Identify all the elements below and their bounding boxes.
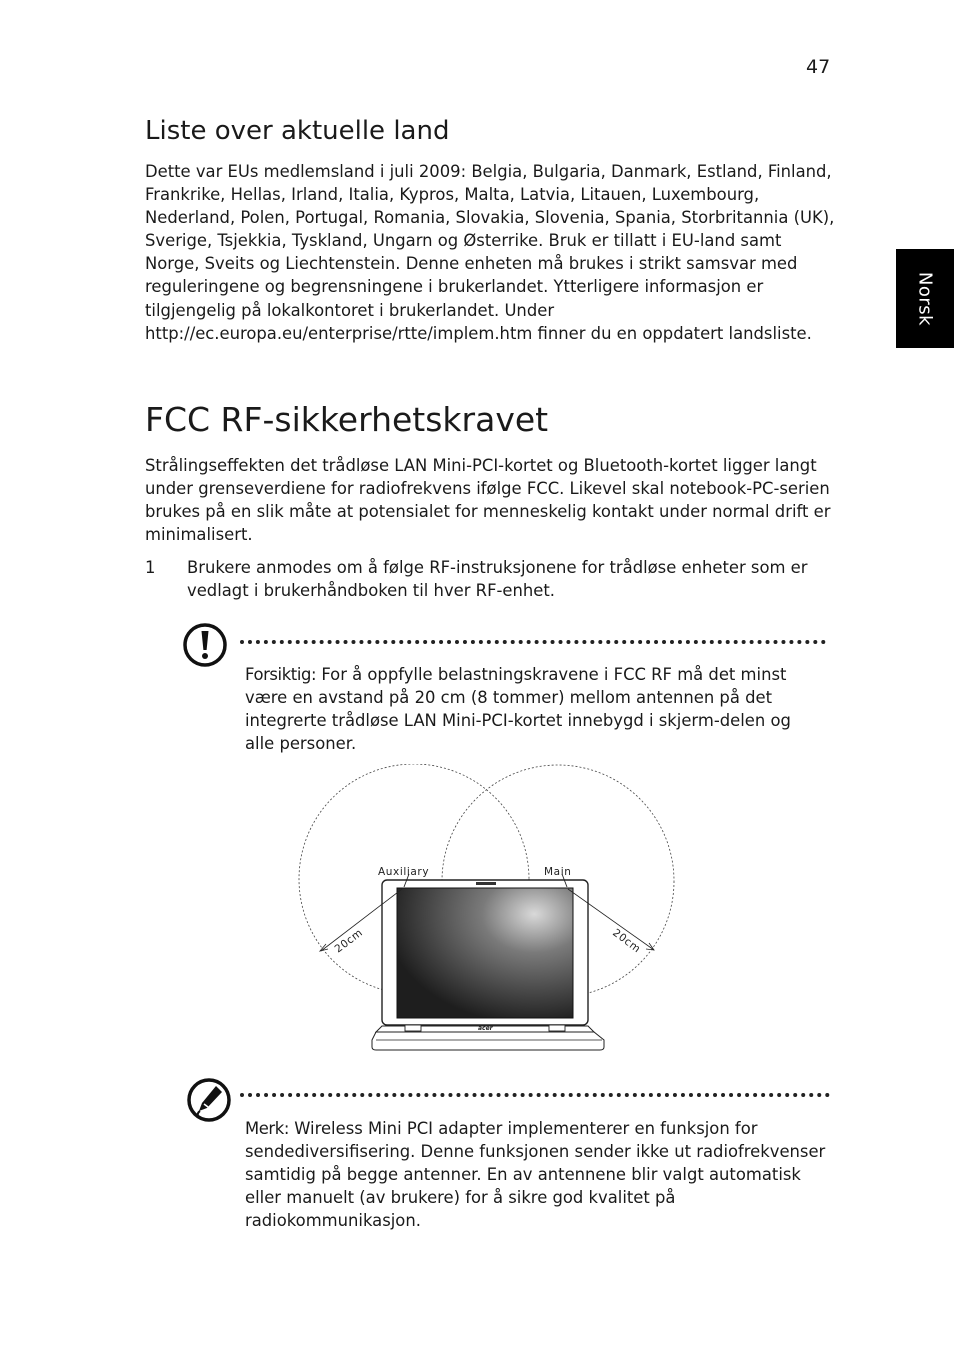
caution-text [245,663,825,755]
note-text [245,1117,835,1232]
language-tab-label: Norsk [914,271,936,326]
laptop-screen [397,888,573,1018]
language-tab [896,249,954,348]
country-list-paragraph: Dette var EUs medlemsland i juli 2009: Belgia, Bulgaria, Danmark, Estland, Finland, Frankrike, Hellas, Irland, Italia, Kypros, Malta, Latvia, Litauen, Luxembourg, Nederland, Polen, Portugal, Romania, Slovakia, Slovenia, Spania, Storbritannia (UK), Sverige, Tsjekkia, Tyskland, Ungarn og Østerrike. Bruk er tillatt i EU-land samt Norge, Sveits og Liechtenstein. Denne enheten må brukes i strikt samsvar med reguleringene og begrensningene i brukerlandet. Ytterligere informasjon er tilgjengelig på lokalkontoret i brukerlandet. Under http://ec.europa.eu/enterprise/rtte/implem.htm finner du en oppdatert landsliste. [145,162,835,343]
caution-divider [240,640,826,644]
laptop-base [372,1032,604,1050]
note-divider [240,1093,830,1097]
right-distance-label: 20cm [610,926,643,956]
left-distance-label: 20cm [332,926,366,956]
note-body: Wireless Mini PCI adapter implementerer en funksjon for sendediversifisering. Denne funksjonen sender ikke ut radiofrekvenser samtidig på begge antenner. En av antennene blir valgt automatisk eller manuelt (av brukere) for å sikre god kvalitet på radiokommunikasjon. [245,1119,826,1231]
section-heading-fcc: FCC RF-sikkerhetskravet [145,400,549,439]
note-pen-icon [186,1077,232,1123]
antenna-range-figure [296,764,680,1054]
list-item-number: 1 [145,558,156,577]
list-item-text: Brukere anmodes om å følge RF-instruksjonene for trådløse enheter som er vedlagt i brukerhåndboken til hver RF-enhet. [187,558,808,600]
laptop-webcam [476,882,496,885]
note-label: Merk: [245,1119,289,1138]
laptop-logo: acer [478,1025,493,1032]
main-label: Main [544,866,572,878]
page-number: 47 [806,56,831,78]
caution-label: Forsiktig: [245,665,317,684]
auxiliary-label: Auxiliary [378,866,430,878]
caution-body: For å oppfylle belastningskravene i FCC RF må det minst være en avstand på 20 cm (8 tommer) mellom antennen på det integrerte trådløse LAN Mini-PCI-kortet innebygd i skjerm-delen og alle personer. [245,665,791,754]
fcc-paragraph: Strålingseffekten det trådløse LAN Mini-PCI-kortet og Bluetooth-kortet ligger langt under grenseverdiene for radiofrekvens ifølge FCC. Likevel skal notebook-PC-serien brukes på en slik måte at potensialet for menneskelig kontakt under normal drift er minimalisert. [145,456,831,545]
section-heading-country-list: Liste over aktuelle land [145,116,450,146]
exclamation-icon [182,622,228,668]
